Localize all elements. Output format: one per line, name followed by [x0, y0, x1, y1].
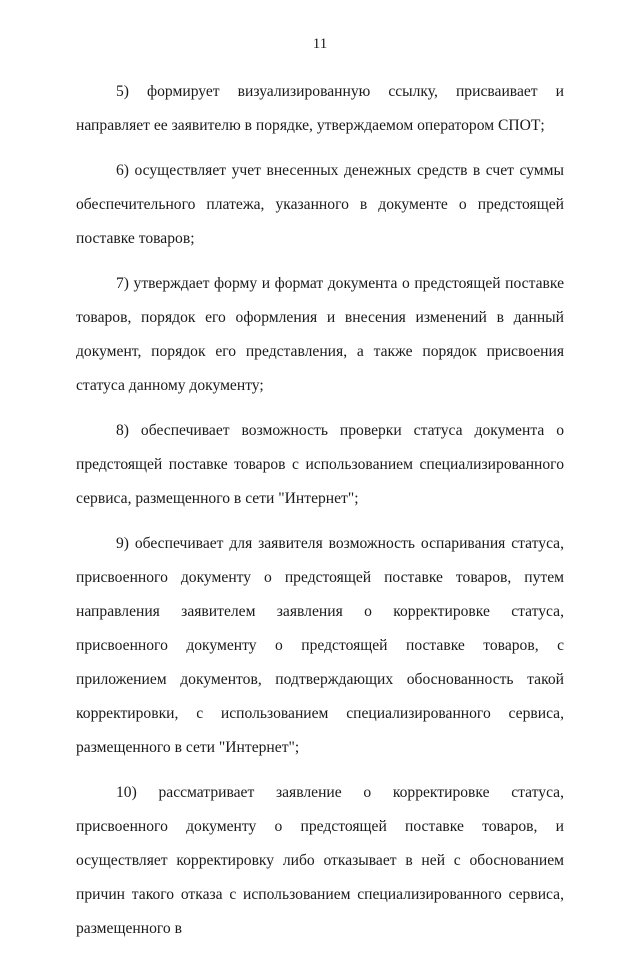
paragraph-item-10: 10) рассматривает заявление о корректировке статуса, присвоенного документу о предстоящей поставке товаров, и осуществляет корректировку либо отказывает в ней с обоснованием причин такого отказа с использованием специализированного сервиса, размещенного в: [76, 784, 564, 937]
document-body: [76, 75, 564, 957]
paragraph-item-6: 6) осуществляет учет внесенных денежных средств в счет суммы обеспечительного платежа, указанного в документе о предстоящей поставке товаров;: [76, 162, 564, 247]
paragraph-item-7: 7) утверждает форму и формат документа о предстоящей поставке товаров, порядок его оформления и внесения изменений в данный документ, порядок его представления, а также порядок присвоения статуса данному документу;: [76, 275, 564, 394]
paragraph-item-8: 8) обеспечивает возможность проверки статуса документа о предстоящей поставке товаров с использованием специализированного сервиса, размещенного в сети "Интернет";: [76, 422, 564, 507]
paragraph-item-5: 5) формирует визуализированную ссылку, присваивает и направляет ее заявителю в порядке, утверждаемом оператором СПОТ;: [76, 83, 564, 134]
page-number: 11: [312, 36, 328, 52]
paragraph-item-9: 9) обеспечивает для заявителя возможность оспаривания статуса, присвоенного документу о предстоящей поставке товаров, путем направления заявителем заявления о корректировке статуса, присвоенного документу о предстоящей поставке товаров, с приложением документов, подтверждающих обоснованность такой корректировки, с использованием специализированного сервиса, размещенного в сети "Интернет";: [76, 535, 564, 756]
